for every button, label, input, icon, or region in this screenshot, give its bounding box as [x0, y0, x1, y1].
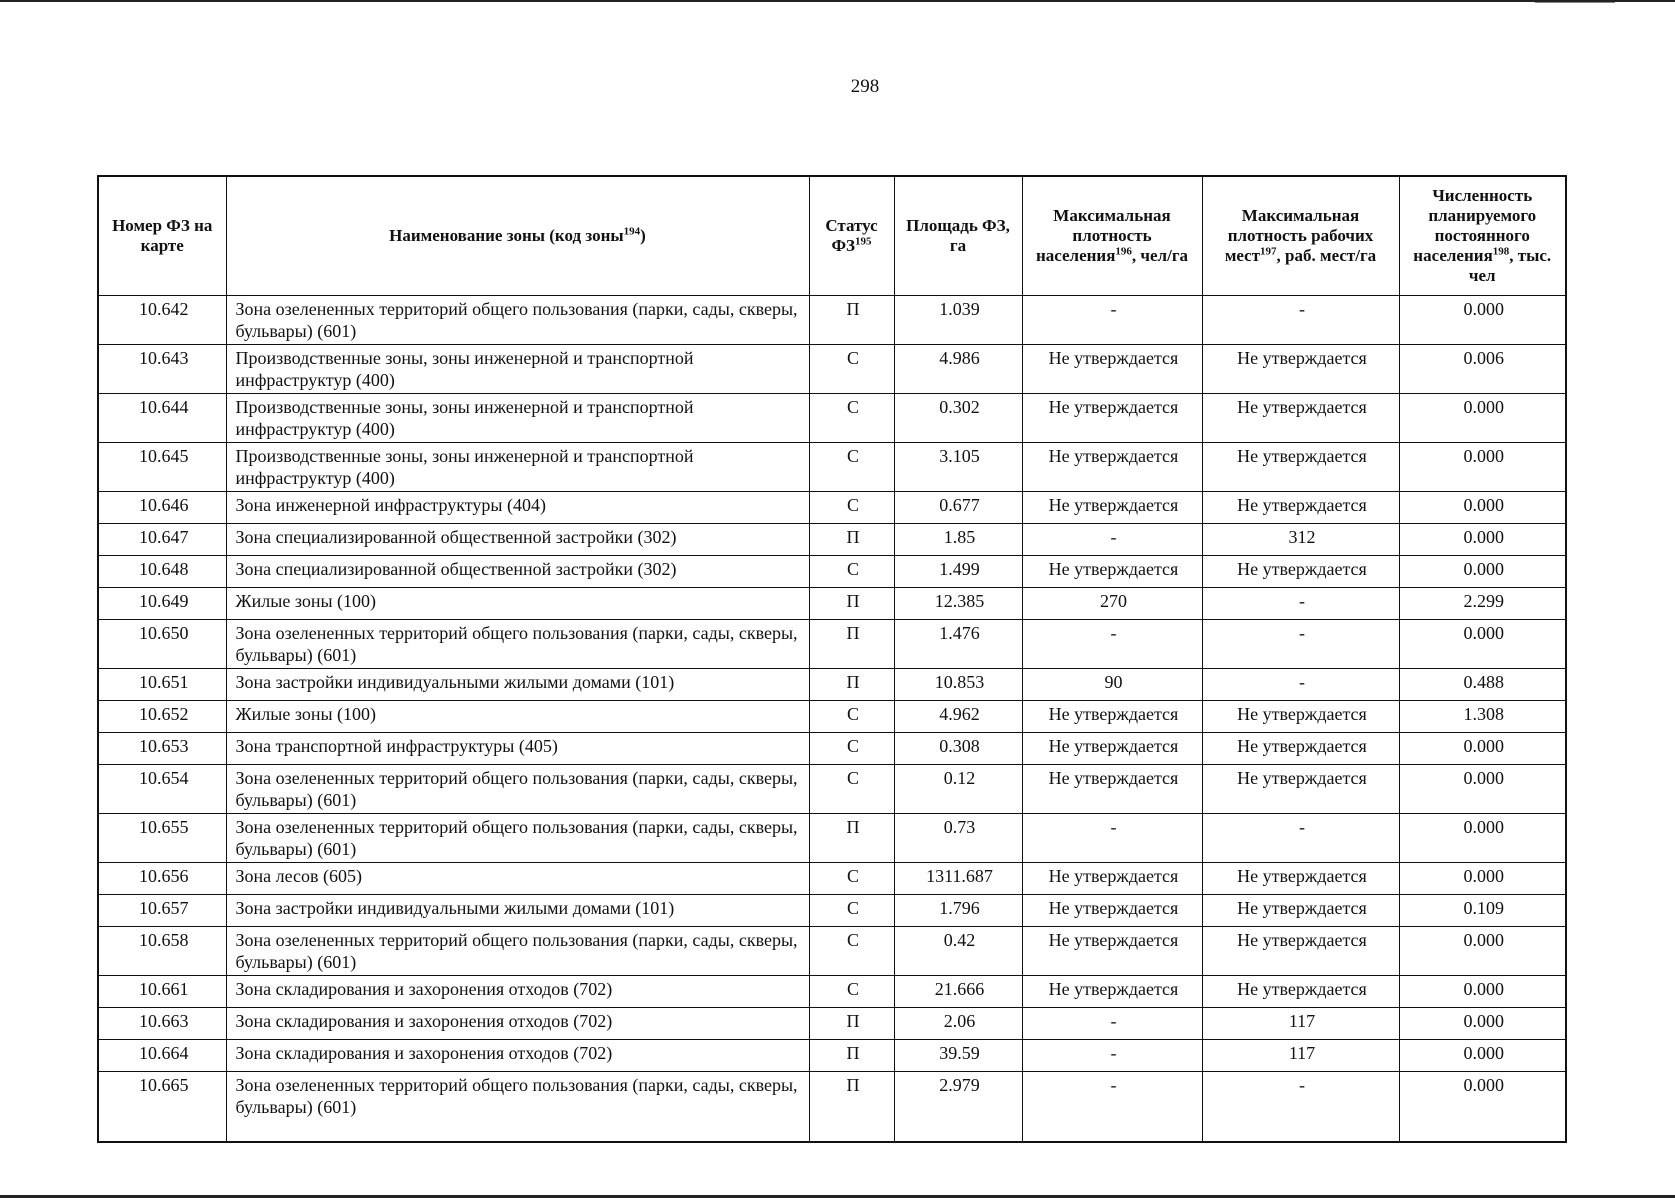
cell-status: С — [809, 765, 894, 814]
cell-status: С — [809, 733, 894, 765]
cell-pop-density: Не утверждается — [1022, 976, 1202, 1008]
cell-job-density: Не утверждается — [1202, 927, 1399, 976]
table-row — [98, 394, 1566, 443]
cell-num: 10.663 — [98, 1008, 226, 1040]
cell-status: С — [809, 863, 894, 895]
cell-num: 10.657 — [98, 895, 226, 927]
cell-population: 0.109 — [1399, 895, 1566, 927]
table-row — [98, 492, 1566, 524]
cell-status: П — [809, 1072, 894, 1143]
cell-status: П — [809, 296, 894, 345]
cell-population: 0.000 — [1399, 1072, 1566, 1143]
cell-pop-density: Не утверждается — [1022, 927, 1202, 976]
cell-pop-density: Не утверждается — [1022, 701, 1202, 733]
cell-status: П — [809, 588, 894, 620]
cell-area: 0.73 — [894, 814, 1022, 863]
table-row — [98, 863, 1566, 895]
cell-zone-name: Производственные зоны, зоны инженерной и транспортной инфраструктур (400) — [226, 443, 809, 492]
cell-zone-name: Производственные зоны, зоны инженерной и транспортной инфраструктур (400) — [226, 345, 809, 394]
cell-num: 10.644 — [98, 394, 226, 443]
cell-status: С — [809, 895, 894, 927]
cell-population: 0.000 — [1399, 733, 1566, 765]
cell-job-density: Не утверждается — [1202, 443, 1399, 492]
cell-job-density: Не утверждается — [1202, 733, 1399, 765]
cell-status: С — [809, 443, 894, 492]
cell-status: П — [809, 669, 894, 701]
cell-population: 0.000 — [1399, 863, 1566, 895]
table-row — [98, 1040, 1566, 1072]
cell-population: 0.000 — [1399, 443, 1566, 492]
cell-population: 0.000 — [1399, 556, 1566, 588]
cell-pop-density: - — [1022, 1040, 1202, 1072]
cell-zone-name: Зона озелененных территорий общего пользования (парки, сады, скверы, бульвары) (601) — [226, 1072, 809, 1143]
cell-area: 4.962 — [894, 701, 1022, 733]
cell-job-density: Не утверждается — [1202, 492, 1399, 524]
cell-area: 4.986 — [894, 345, 1022, 394]
top-scan-mark — [1535, 2, 1615, 3]
cell-num: 10.648 — [98, 556, 226, 588]
cell-zone-name: Жилые зоны (100) — [226, 588, 809, 620]
cell-num: 10.661 — [98, 976, 226, 1008]
cell-status: П — [809, 524, 894, 556]
cell-status: С — [809, 976, 894, 1008]
page-number: 298 — [850, 76, 880, 97]
cell-pop-density: 270 — [1022, 588, 1202, 620]
cell-population: 0.000 — [1399, 394, 1566, 443]
cell-num: 10.664 — [98, 1040, 226, 1072]
cell-area: 0.12 — [894, 765, 1022, 814]
cell-area: 0.677 — [894, 492, 1022, 524]
table-row — [98, 895, 1566, 927]
cell-zone-name: Зона озелененных территорий общего пользования (парки, сады, скверы, бульвары) (601) — [226, 927, 809, 976]
cell-area: 0.302 — [894, 394, 1022, 443]
header-job-density: Максимальная плотность рабочих мест$^{197}$, раб. мест/га — [1202, 176, 1399, 296]
cell-population: 0.000 — [1399, 976, 1566, 1008]
cell-job-density: - — [1202, 669, 1399, 701]
cell-job-density: - — [1202, 296, 1399, 345]
cell-pop-density: Не утверждается — [1022, 345, 1202, 394]
cell-num: 10.665 — [98, 1072, 226, 1143]
table-row — [98, 556, 1566, 588]
cell-job-density: Не утверждается — [1202, 976, 1399, 1008]
cell-job-density: Не утверждается — [1202, 863, 1399, 895]
cell-pop-density: Не утверждается — [1022, 765, 1202, 814]
cell-num: 10.649 — [98, 588, 226, 620]
header-num: Номер ФЗ на карте — [98, 176, 226, 296]
cell-population: 0.000 — [1399, 492, 1566, 524]
cell-status: П — [809, 1008, 894, 1040]
cell-pop-density: Не утверждается — [1022, 394, 1202, 443]
cell-area: 0.308 — [894, 733, 1022, 765]
header-status: Статус ФЗ$^{195}$ — [809, 176, 894, 296]
cell-area: 2.06 — [894, 1008, 1022, 1040]
cell-area: 39.59 — [894, 1040, 1022, 1072]
cell-job-density: Не утверждается — [1202, 556, 1399, 588]
cell-pop-density: Не утверждается — [1022, 895, 1202, 927]
table-row — [98, 620, 1566, 669]
table-row — [98, 296, 1566, 345]
cell-status: С — [809, 556, 894, 588]
cell-population: 2.299 — [1399, 588, 1566, 620]
cell-zone-name: Зона озелененных территорий общего пользования (парки, сады, скверы, бульвары) (601) — [226, 620, 809, 669]
cell-zone-name: Зона озелененных территорий общего пользования (парки, сады, скверы, бульвары) (601) — [226, 296, 809, 345]
cell-job-density: - — [1202, 1072, 1399, 1143]
cell-pop-density: - — [1022, 814, 1202, 863]
cell-job-density: Не утверждается — [1202, 765, 1399, 814]
cell-zone-name: Производственные зоны, зоны инженерной и транспортной инфраструктур (400) — [226, 394, 809, 443]
cell-population: 0.000 — [1399, 296, 1566, 345]
cell-pop-density: - — [1022, 620, 1202, 669]
cell-num: 10.645 — [98, 443, 226, 492]
header-area: Площадь ФЗ, га — [894, 176, 1022, 296]
cell-population: 0.006 — [1399, 345, 1566, 394]
header-population: Численность планируемого постоянного населения$^{198}$, тыс. чел — [1399, 176, 1566, 296]
cell-status: С — [809, 394, 894, 443]
cell-job-density: 312 — [1202, 524, 1399, 556]
cell-job-density: Не утверждается — [1202, 701, 1399, 733]
cell-population: 0.000 — [1399, 1008, 1566, 1040]
table-row — [98, 927, 1566, 976]
cell-area: 21.666 — [894, 976, 1022, 1008]
header-pop-density: Максимальная плотность населения$^{196}$, чел/га — [1022, 176, 1202, 296]
cell-num: 10.643 — [98, 345, 226, 394]
cell-population: 0.000 — [1399, 765, 1566, 814]
table-body — [98, 296, 1566, 1143]
cell-job-density: 117 — [1202, 1008, 1399, 1040]
cell-population: 0.000 — [1399, 1040, 1566, 1072]
cell-area: 0.42 — [894, 927, 1022, 976]
cell-num: 10.651 — [98, 669, 226, 701]
cell-area: 1.039 — [894, 296, 1022, 345]
cell-zone-name: Зона складирования и захоронения отходов (702) — [226, 976, 809, 1008]
cell-area: 1311.687 — [894, 863, 1022, 895]
cell-area: 1.476 — [894, 620, 1022, 669]
cell-status: С — [809, 927, 894, 976]
table-row — [98, 701, 1566, 733]
table-row — [98, 669, 1566, 701]
cell-pop-density: Не утверждается — [1022, 443, 1202, 492]
bottom-border-line — [0, 1195, 1675, 1198]
table-row — [98, 765, 1566, 814]
table-row — [98, 443, 1566, 492]
cell-num: 10.655 — [98, 814, 226, 863]
cell-zone-name: Зона специализированной общественной застройки (302) — [226, 556, 809, 588]
cell-num: 10.656 — [98, 863, 226, 895]
cell-status: С — [809, 492, 894, 524]
cell-area: 2.979 — [894, 1072, 1022, 1143]
cell-status: П — [809, 620, 894, 669]
header-name: Наименование зоны (код зоны$^{194}$) — [226, 176, 809, 296]
cell-zone-name: Жилые зоны (100) — [226, 701, 809, 733]
cell-population: 0.000 — [1399, 814, 1566, 863]
cell-zone-name: Зона застройки индивидуальными жилыми домами (101) — [226, 669, 809, 701]
cell-zone-name: Зона застройки индивидуальными жилыми домами (101) — [226, 895, 809, 927]
table-row — [98, 588, 1566, 620]
cell-num: 10.642 — [98, 296, 226, 345]
cell-job-density: Не утверждается — [1202, 895, 1399, 927]
cell-job-density: - — [1202, 814, 1399, 863]
cell-num: 10.658 — [98, 927, 226, 976]
cell-num: 10.647 — [98, 524, 226, 556]
table-row — [98, 1072, 1566, 1143]
cell-area: 1.796 — [894, 895, 1022, 927]
cell-zone-name: Зона лесов (605) — [226, 863, 809, 895]
cell-population: 0.000 — [1399, 524, 1566, 556]
cell-pop-density: - — [1022, 524, 1202, 556]
zones-table — [97, 175, 1567, 1143]
cell-pop-density: Не утверждается — [1022, 863, 1202, 895]
cell-pop-density: Не утверждается — [1022, 492, 1202, 524]
cell-zone-name: Зона инженерной инфраструктуры (404) — [226, 492, 809, 524]
table-row — [98, 1008, 1566, 1040]
cell-population: 0.000 — [1399, 927, 1566, 976]
cell-area: 10.853 — [894, 669, 1022, 701]
cell-num: 10.650 — [98, 620, 226, 669]
cell-pop-density: - — [1022, 296, 1202, 345]
cell-zone-name: Зона озелененных территорий общего пользования (парки, сады, скверы, бульвары) (601) — [226, 765, 809, 814]
cell-status: П — [809, 1040, 894, 1072]
table-row — [98, 524, 1566, 556]
table-row — [98, 345, 1566, 394]
table-row — [98, 976, 1566, 1008]
cell-status: П — [809, 814, 894, 863]
cell-population: 0.000 — [1399, 620, 1566, 669]
cell-zone-name: Зона складирования и захоронения отходов (702) — [226, 1008, 809, 1040]
cell-status: С — [809, 701, 894, 733]
table-row — [98, 733, 1566, 765]
top-border-line — [0, 0, 1675, 2]
cell-num: 10.654 — [98, 765, 226, 814]
cell-job-density: - — [1202, 620, 1399, 669]
cell-num: 10.652 — [98, 701, 226, 733]
cell-pop-density: Не утверждается — [1022, 733, 1202, 765]
cell-area: 1.85 — [894, 524, 1022, 556]
cell-pop-density: - — [1022, 1072, 1202, 1143]
cell-population: 0.488 — [1399, 669, 1566, 701]
cell-num: 10.653 — [98, 733, 226, 765]
cell-status: С — [809, 345, 894, 394]
cell-pop-density: - — [1022, 1008, 1202, 1040]
cell-job-density: Не утверждается — [1202, 394, 1399, 443]
cell-job-density: 117 — [1202, 1040, 1399, 1072]
table-row — [98, 814, 1566, 863]
cell-pop-density: 90 — [1022, 669, 1202, 701]
cell-num: 10.646 — [98, 492, 226, 524]
cell-job-density: Не утверждается — [1202, 345, 1399, 394]
cell-zone-name: Зона специализированной общественной застройки (302) — [226, 524, 809, 556]
cell-zone-name: Зона складирования и захоронения отходов (702) — [226, 1040, 809, 1072]
cell-population: 1.308 — [1399, 701, 1566, 733]
cell-area: 12.385 — [894, 588, 1022, 620]
cell-pop-density: Не утверждается — [1022, 556, 1202, 588]
cell-zone-name: Зона транспортной инфраструктуры (405) — [226, 733, 809, 765]
cell-area: 1.499 — [894, 556, 1022, 588]
cell-job-density: - — [1202, 588, 1399, 620]
cell-area: 3.105 — [894, 443, 1022, 492]
cell-zone-name: Зона озелененных территорий общего пользования (парки, сады, скверы, бульвары) (601) — [226, 814, 809, 863]
table-header-row — [98, 176, 1566, 296]
